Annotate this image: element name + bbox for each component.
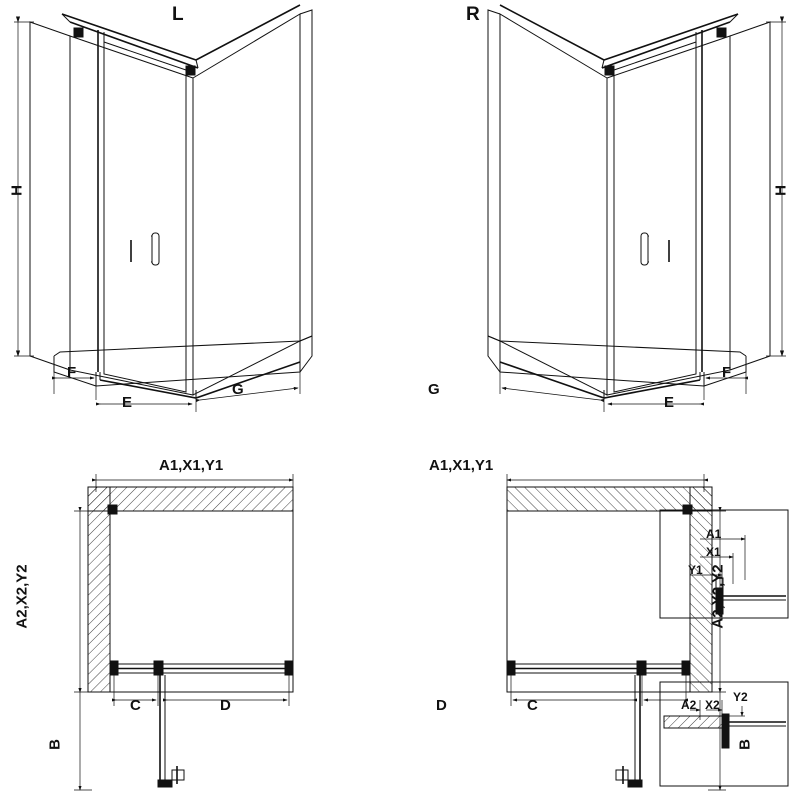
left-fixed-bottom-label: G bbox=[232, 381, 244, 398]
right-plan-seg-d: D bbox=[436, 697, 447, 714]
right-plan-geometry bbox=[507, 474, 726, 790]
detail-upper-y1-label: Y1 bbox=[688, 563, 703, 577]
detail-upper-a1-label: A1 bbox=[706, 527, 722, 541]
left-3d-geometry bbox=[14, 5, 312, 412]
detail-lower-geometry bbox=[660, 682, 788, 786]
left-height-label: H bbox=[8, 185, 26, 196]
left-view-title: L bbox=[172, 4, 184, 25]
right-view-title: R bbox=[466, 4, 480, 25]
right-door-bottom-label: E bbox=[664, 394, 675, 411]
left-plan-geometry bbox=[74, 474, 293, 790]
detail-lower-y2-label: Y2 bbox=[733, 690, 748, 704]
left-plan-seg-d: D bbox=[220, 697, 231, 714]
left-side-panel-label: F bbox=[67, 364, 77, 381]
right-plan-b-dimension: B bbox=[736, 739, 754, 750]
right-side-panel-label: F bbox=[722, 364, 732, 381]
right-height-label: H bbox=[772, 185, 790, 196]
detail-upper-x1-label: X1 bbox=[706, 545, 721, 559]
right-plan-top-dimension: A1,X1,Y1 bbox=[429, 457, 494, 474]
right-3d-geometry bbox=[488, 5, 786, 412]
left-plan-seg-c: C bbox=[130, 697, 141, 714]
detail-lower-a2-label: A2 bbox=[681, 698, 697, 712]
left-plan-b-dimension: B bbox=[46, 739, 64, 750]
left-plan-side-dimension: A2,X2,Y2 bbox=[13, 564, 31, 629]
right-plan-side-dimension: A2,X2,Y2 bbox=[709, 564, 727, 629]
left-plan-top-dimension: A1,X1,Y1 bbox=[159, 457, 224, 474]
right-fixed-bottom-label: G bbox=[428, 381, 440, 398]
right-plan-seg-c: C bbox=[527, 697, 538, 714]
left-door-bottom-label: E bbox=[122, 394, 133, 411]
detail-lower-x2-label: X2 bbox=[705, 698, 720, 712]
